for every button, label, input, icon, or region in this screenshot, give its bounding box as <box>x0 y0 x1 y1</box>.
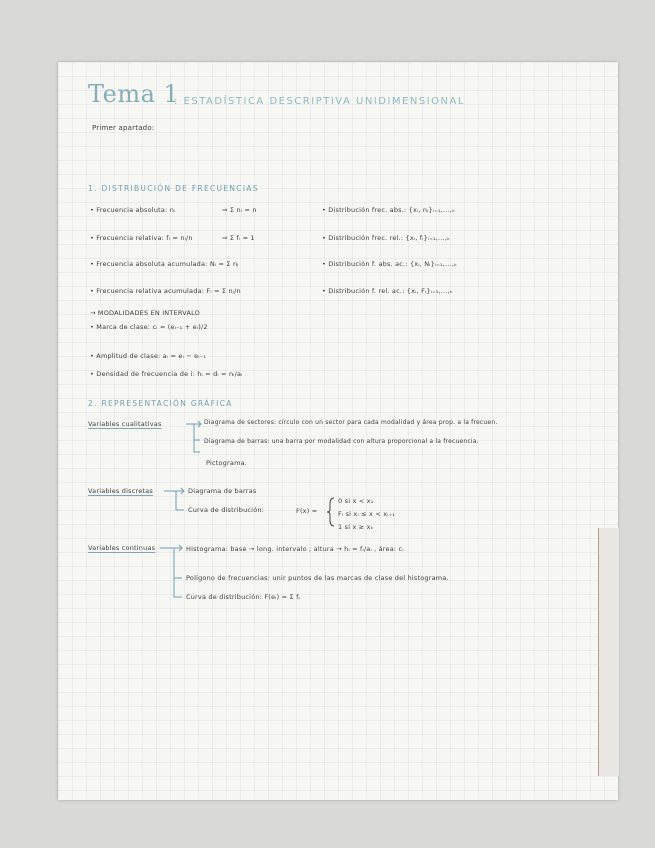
section2-heading: 2. REPRESENTACIÓN GRÁFICA <box>88 399 233 408</box>
freq-abs-acum-def: • Frecuencia absoluta acumulada: Nᵢ = Σ nⱼ <box>90 260 239 268</box>
page-subtitle: : ESTADÍSTICA DESCRIPTIVA UNIDIMENSIONAL <box>174 96 465 107</box>
freq-abs-sum: ⇒ Σ nᵢ = n <box>222 206 257 214</box>
marca-clase: • Marca de clase: cᵢ = (eᵢ₋₁ + eᵢ)/2 <box>90 323 208 331</box>
intro-text: Primer apartado: <box>92 124 155 132</box>
diagrama-barras-disc: Diagrama de barras <box>188 487 257 495</box>
case-0: 0 si x < x₁ <box>338 497 374 505</box>
diagrama-sectores: Diagrama de sectores: círculo con un sector para cada modalidad y área prop. a la frecuen. <box>204 419 498 426</box>
discretas-label: Variables discretas <box>88 487 153 495</box>
curly-brace <box>327 498 334 526</box>
freq-rel-acum-def: • Frecuencia relativa acumulada: Fᵢ = Σ nⱼ/n <box>90 287 241 295</box>
continuas-label: Variables continuas <box>88 544 156 552</box>
func-F: F(x) = <box>296 507 318 515</box>
case-2: 1 si x ≥ xₖ <box>338 523 374 531</box>
page-title: Tema 1 <box>88 80 180 108</box>
dist-abs: • Distribución frec. abs.: {xᵢ, nᵢ}ᵢ₌₁,...,ₖ <box>322 206 456 214</box>
case-1: Fᵢ si xᵢ ≤ x < xᵢ₊₁ <box>338 510 396 518</box>
dist-abs-acum: • Distribución f. abs. ac.: {xᵢ, Nᵢ}ᵢ₌₁,...,ₖ <box>322 260 458 268</box>
pictograma: Pictograma. <box>206 459 248 467</box>
bracket-cualitativas <box>194 424 200 452</box>
diagrama-barras-cual: Diagrama de barras: una barra por modalidad con altura proporcional a la frecuencia. <box>204 438 479 445</box>
dist-rel: • Distribución frec. rel.: {xᵢ, fᵢ}ᵢ₌₁,...,ₖ <box>322 234 451 242</box>
section1-heading: 1. DISTRIBUCIÓN DE FRECUENCIAS <box>88 184 259 193</box>
densidad-frecuencia: • Densidad de frecuencia de i: hᵢ = dᵢ = nᵢ/aᵢ <box>90 370 243 378</box>
amplitud-clase: • Amplitud de clase: aᵢ = eᵢ − eᵢ₋₁ <box>90 352 207 360</box>
bracket-discretas <box>176 491 184 510</box>
histograma: Histograma: base → long. intervalo ; altura → hᵢ = fᵢ/aᵢ , área: cᵢ <box>186 545 404 553</box>
bracket-continuas <box>174 548 182 597</box>
curva-distribucion-disc: Curva de distribución: <box>188 506 265 514</box>
freq-rel-sum: ⇒ Σ fᵢ = 1 <box>222 234 255 242</box>
freq-abs-def: • Frecuencia absoluta: nᵢ <box>90 206 176 214</box>
intervals-heading: → MODALIDADES EN INTERVALO <box>90 309 200 317</box>
poligono-frecuencias: Polígono de frecuencias: unir puntos de las marcas de clase del histograma. <box>186 574 449 582</box>
cualitativas-label: Variables cualitativas <box>88 420 162 428</box>
curva-distribucion-cont: Curva de distribución: F(eᵢ) = Σ fⱼ <box>186 593 300 601</box>
freq-rel-def: • Frecuencia relativa: fᵢ = nᵢ/n <box>90 234 193 242</box>
dist-rel-acum: • Distribución f. rel. ac.: {xᵢ, Fᵢ}ᵢ₌₁,...,ₖ <box>322 287 453 295</box>
